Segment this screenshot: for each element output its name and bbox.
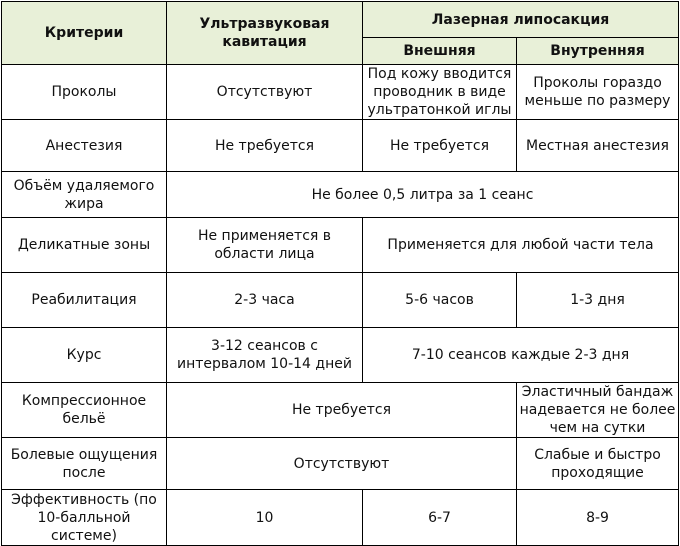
cell-pain-internal: Слабые и быстро проходящие: [517, 438, 679, 490]
cell-delicate-zones-laser: Применяется для любой части тела: [363, 218, 679, 273]
row-label-course: Курс: [2, 328, 167, 383]
table-row: [2, 218, 679, 273]
header-laser-liposuction: Лазерная липосакция: [363, 2, 679, 38]
table-row: [2, 120, 679, 172]
header-internal: Внутренняя: [517, 38, 679, 65]
cell-compression-ultrasonic-external: Не требуется: [167, 383, 517, 438]
cell-rehab-internal: 1-3 дня: [517, 273, 679, 328]
cell-efficiency-internal: 8-9: [517, 490, 679, 546]
cell-anesthesia-internal: Местная анестезия: [517, 120, 679, 172]
table-row: [2, 273, 679, 328]
cell-anesthesia-external: Не требуется: [363, 120, 517, 172]
cell-efficiency-external: 6-7: [363, 490, 517, 546]
cell-punctures-ultrasonic: Отсутствуют: [167, 65, 363, 120]
table-row: [2, 172, 679, 218]
table-row: [2, 490, 679, 546]
cell-rehab-ultrasonic: 2-3 часа: [167, 273, 363, 328]
cell-course-ultrasonic: 3-12 сеансов с интервалом 10-14 дней: [167, 328, 363, 383]
table-row: [2, 65, 679, 120]
comparison-table: [1, 1, 679, 546]
row-label-delicate-zones: Деликатные зоны: [2, 218, 167, 273]
cell-fat-volume-all: Не более 0,5 литра за 1 сеанс: [167, 172, 679, 218]
row-label-punctures: Проколы: [2, 65, 167, 120]
row-label-pain: Болевые ощущения после: [2, 438, 167, 490]
row-label-anesthesia: Анестезия: [2, 120, 167, 172]
cell-pain-ultrasonic-external: Отсутствуют: [167, 438, 517, 490]
cell-punctures-internal: Проколы гораздо меньше по размеру: [517, 65, 679, 120]
table-row: [2, 438, 679, 490]
cell-compression-internal: Эластичный бандаж надевается не более чем на сутки: [517, 383, 679, 438]
cell-course-laser: 7-10 сеансов каждые 2-3 дня: [363, 328, 679, 383]
row-label-fat-volume: Объём удаляемого жира: [2, 172, 167, 218]
row-label-rehab: Реабилитация: [2, 273, 167, 328]
cell-rehab-external: 5-6 часов: [363, 273, 517, 328]
cell-anesthesia-ultrasonic: Не требуется: [167, 120, 363, 172]
cell-punctures-external: Под кожу вводится проводник в виде ультратонкой иглы: [363, 65, 517, 120]
cell-delicate-zones-ultrasonic: Не применяется в области лица: [167, 218, 363, 273]
cell-efficiency-ultrasonic: 10: [167, 490, 363, 546]
header-criteria: Критерии: [2, 2, 167, 65]
header-ultrasonic-cavitation: Ультразвуковая кавитация: [167, 2, 363, 65]
table-row: [2, 328, 679, 383]
table-row: [2, 383, 679, 438]
row-label-compression: Компрессионное бельё: [2, 383, 167, 438]
row-label-efficiency: Эффективность (по 10-балльной системе): [2, 490, 167, 546]
header-external: Внешняя: [363, 38, 517, 65]
